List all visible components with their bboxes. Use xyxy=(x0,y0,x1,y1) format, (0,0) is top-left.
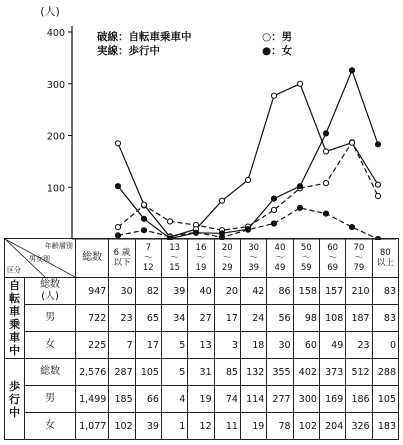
data-point-walking-female xyxy=(271,196,276,201)
age-header-part: 〜 xyxy=(354,253,364,263)
plot-area xyxy=(115,68,380,240)
data-point-bicycle-male xyxy=(115,225,120,230)
data-point-bicycle-male xyxy=(271,207,276,212)
y-tick-label: 300 xyxy=(46,79,65,91)
series-line-bicycle-female xyxy=(118,208,378,239)
age-header-part: 〜 xyxy=(223,253,232,263)
row-label-cell xyxy=(25,305,76,332)
table-cell: 12 xyxy=(188,413,214,440)
age-column-header xyxy=(319,239,345,278)
table-cell: 30 xyxy=(109,278,135,305)
table-cell: 287 xyxy=(109,359,135,386)
row-label-part: 男 xyxy=(45,312,56,323)
age-header-part: 16 xyxy=(195,243,207,253)
age-header-part: 29 xyxy=(221,263,233,273)
table-cell: 300 xyxy=(293,386,319,413)
table-cell: 186 xyxy=(346,386,372,413)
group-label-char: 車 xyxy=(9,305,21,318)
table-row xyxy=(5,413,399,440)
row-label-part: 女 xyxy=(45,339,56,350)
table-cell: 1 xyxy=(161,413,187,440)
data-point-walking-female xyxy=(349,68,354,73)
table-cell: 65 xyxy=(135,305,161,332)
data-point-walking-female xyxy=(323,131,328,136)
age-header-part: 80 xyxy=(379,248,391,258)
age-header-part: 60 xyxy=(327,243,339,253)
table-cell: 373 xyxy=(319,359,345,386)
table-cell: 326 xyxy=(346,413,372,440)
corner-label-age: 年齢層別 xyxy=(44,242,73,250)
age-column-header xyxy=(214,239,240,278)
data-point-walking-male xyxy=(245,177,250,182)
age-header-part: 〜 xyxy=(275,253,285,263)
data-point-bicycle-female xyxy=(141,228,146,233)
table-cell: 187 xyxy=(346,305,372,332)
age-column-header xyxy=(135,239,161,278)
legend-dashed-label: 破線：自転車乗車中 xyxy=(97,31,192,43)
group-label-char: 転 xyxy=(9,292,21,305)
age-column-header xyxy=(109,239,135,278)
table-row xyxy=(5,332,399,359)
data-point-walking-female xyxy=(141,216,146,221)
table-cell: 39 xyxy=(135,413,161,440)
data-point-bicycle-female xyxy=(349,225,354,230)
table-cell: 56 xyxy=(267,305,293,332)
group-label-char: 車 xyxy=(9,331,21,344)
table-cell: 105 xyxy=(372,386,398,413)
row-label-cell xyxy=(25,278,76,305)
table-cell: 7 xyxy=(109,332,135,359)
age-header-part: 〜 xyxy=(144,253,153,263)
age-header-part: 49 xyxy=(274,263,286,273)
table-cell: 49 xyxy=(319,332,345,359)
table-cell: 60 xyxy=(293,332,319,359)
table-cell: 86 xyxy=(267,278,293,305)
table-cell: 11 xyxy=(214,413,240,440)
data-point-bicycle-male xyxy=(323,181,328,186)
age-header-part: 以下 xyxy=(113,258,131,268)
age-header-part: 19 xyxy=(195,263,207,273)
corner-label-category: 区分 xyxy=(7,266,21,274)
row-label-cell xyxy=(25,413,76,440)
table-header-row xyxy=(5,239,399,278)
table-cell: 114 xyxy=(240,386,266,413)
total-cell: 225 xyxy=(75,332,108,359)
data-table xyxy=(4,238,399,440)
data-point-walking-male xyxy=(219,198,224,203)
table-cell: 277 xyxy=(267,386,293,413)
table-cell: 19 xyxy=(188,386,214,413)
table-cell: 108 xyxy=(319,305,345,332)
age-header-part: 79 xyxy=(353,263,365,273)
data-point-walking-male xyxy=(323,149,328,154)
group-label-char: 中 xyxy=(9,344,21,357)
table-cell: 210 xyxy=(346,278,372,305)
age-header-part: 59 xyxy=(300,263,312,273)
table-cell: 82 xyxy=(135,278,161,305)
data-point-walking-male xyxy=(297,81,302,86)
data-point-walking-female xyxy=(297,184,302,189)
table-cell: 30 xyxy=(267,332,293,359)
table-row xyxy=(5,386,399,413)
age-column-header xyxy=(240,239,266,278)
age-header-part: 39 xyxy=(248,263,260,273)
y-axis xyxy=(47,26,72,239)
row-label-part: 総数 xyxy=(40,279,61,290)
age-header-part: 69 xyxy=(327,263,339,273)
data-point-walking-female xyxy=(219,231,224,236)
table-cell: 102 xyxy=(293,413,319,440)
age-header-part: 〜 xyxy=(196,253,206,263)
table-cell: 19 xyxy=(240,413,266,440)
row-label-cell xyxy=(25,332,76,359)
table-cell: 288 xyxy=(372,359,398,386)
table-cell: 102 xyxy=(109,413,135,440)
table-cell: 27 xyxy=(188,305,214,332)
data-point-walking-male xyxy=(115,141,120,146)
age-column-header xyxy=(267,239,293,278)
y-tick-label: 100 xyxy=(46,183,65,195)
table-cell: 3 xyxy=(214,332,240,359)
table-cell: 66 xyxy=(135,386,161,413)
data-point-walking-female xyxy=(115,184,120,189)
table-cell: 42 xyxy=(240,278,266,305)
group-label-char: 中 xyxy=(9,405,21,419)
row-label-part: 総数 xyxy=(40,366,61,377)
total-cell: 1,077 xyxy=(75,413,108,440)
data-point-bicycle-female xyxy=(271,221,276,226)
age-header-part: 〜 xyxy=(328,253,337,263)
age-header-part: 15 xyxy=(169,263,181,273)
table-cell: 355 xyxy=(267,359,293,386)
age-header-part: 50 xyxy=(300,243,312,253)
table-cell: 17 xyxy=(135,332,161,359)
total-cell: 947 xyxy=(75,278,108,305)
age-header-part: 6 歳 xyxy=(113,248,131,258)
group-label-char: 乗 xyxy=(9,318,21,331)
table-cell: 40 xyxy=(188,278,214,305)
table-cell: 5 xyxy=(161,359,187,386)
data-point-walking-female xyxy=(193,230,198,235)
y-tick-label: 400 xyxy=(46,28,65,39)
row-label-cell xyxy=(25,386,76,413)
table-cell: 158 xyxy=(293,278,319,305)
age-header-part: 20 xyxy=(221,243,233,253)
row-label-part: 男 xyxy=(45,393,56,404)
age-column-header xyxy=(161,239,187,278)
age-header-part: 70 xyxy=(353,243,365,253)
data-table-body xyxy=(5,239,399,440)
table-cell: 157 xyxy=(319,278,345,305)
table-cell: 105 xyxy=(135,359,161,386)
age-header-part: 〜 xyxy=(170,253,179,263)
corner-label-sex: 男女別 xyxy=(29,255,50,263)
table-cell: 98 xyxy=(293,305,319,332)
age-header-part: 7 xyxy=(145,243,152,253)
table-cell: 23 xyxy=(346,332,372,359)
data-table-container xyxy=(4,238,399,440)
data-point-bicycle-male xyxy=(167,219,172,224)
y-unit-label: (人) xyxy=(40,5,60,18)
data-point-bicycle-male xyxy=(375,193,380,198)
table-cell: 74 xyxy=(214,386,240,413)
data-point-walking-male xyxy=(271,93,276,98)
row-label-part: 女 xyxy=(45,420,56,431)
table-cell: 78 xyxy=(267,413,293,440)
table-cell: 4 xyxy=(161,386,187,413)
age-header-part: 以上 xyxy=(376,258,394,268)
group-label-char: 歩 xyxy=(9,379,21,393)
table-cell: 18 xyxy=(240,332,266,359)
table-cell: 83 xyxy=(372,305,398,332)
age-header-part: 〜 xyxy=(249,253,258,263)
table-cell: 17 xyxy=(214,305,240,332)
table-cell: 402 xyxy=(293,359,319,386)
total-column-header: 総数 xyxy=(75,239,108,278)
data-point-walking-male xyxy=(375,182,380,187)
age-column-header xyxy=(293,239,319,278)
table-cell: 132 xyxy=(240,359,266,386)
table-cell: 169 xyxy=(319,386,345,413)
age-header-part: 〜 xyxy=(302,253,311,263)
table-row xyxy=(5,305,399,332)
table-cell: 24 xyxy=(240,305,266,332)
data-point-walking-female xyxy=(375,142,380,147)
legend xyxy=(97,30,293,57)
data-point-walking-male xyxy=(349,140,354,145)
group-label-cell xyxy=(5,359,25,440)
table-corner-header xyxy=(5,239,76,278)
total-cell: 722 xyxy=(75,305,108,332)
table-cell: 85 xyxy=(214,359,240,386)
age-header-part: 12 xyxy=(142,263,154,273)
legend-open-marker-label: ○：男 xyxy=(262,31,293,43)
table-cell: 83 xyxy=(372,278,398,305)
data-point-walking-male xyxy=(141,202,146,207)
age-header-part: 40 xyxy=(274,243,286,253)
group-label-char: 自 xyxy=(9,279,21,292)
table-cell: 5 xyxy=(161,332,187,359)
data-point-bicycle-female xyxy=(323,211,328,216)
group-label-char: 行 xyxy=(9,392,21,406)
table-cell: 20 xyxy=(214,278,240,305)
legend-filled-marker-label: ●：女 xyxy=(262,45,293,57)
series-line-bicycle-male xyxy=(118,142,378,230)
total-cell: 2,576 xyxy=(75,359,108,386)
table-cell: 31 xyxy=(188,359,214,386)
table-cell: 512 xyxy=(346,359,372,386)
table-cell: 185 xyxy=(109,386,135,413)
row-label-cell xyxy=(25,359,76,386)
age-column-header xyxy=(346,239,372,278)
data-point-walking-female xyxy=(245,227,250,232)
data-point-bicycle-female xyxy=(297,205,302,210)
table-cell: 13 xyxy=(188,332,214,359)
legend-solid-label: 実線：歩行中 xyxy=(97,45,160,57)
age-column-header xyxy=(188,239,214,278)
table-cell: 39 xyxy=(161,278,187,305)
table-row xyxy=(5,278,399,305)
total-cell: 1,499 xyxy=(75,386,108,413)
y-tick-label: 200 xyxy=(46,131,65,143)
age-header-part: 13 xyxy=(169,243,181,253)
table-cell: 204 xyxy=(319,413,345,440)
age-header-part: 30 xyxy=(248,243,260,253)
age-column-header xyxy=(372,239,398,278)
group-label-cell xyxy=(5,278,25,359)
row-label-part: (人) xyxy=(41,291,59,302)
table-cell: 0 xyxy=(372,332,398,359)
table-cell: 34 xyxy=(161,305,187,332)
table-cell: 23 xyxy=(109,305,135,332)
table-cell: 183 xyxy=(372,413,398,440)
table-row xyxy=(5,359,399,386)
